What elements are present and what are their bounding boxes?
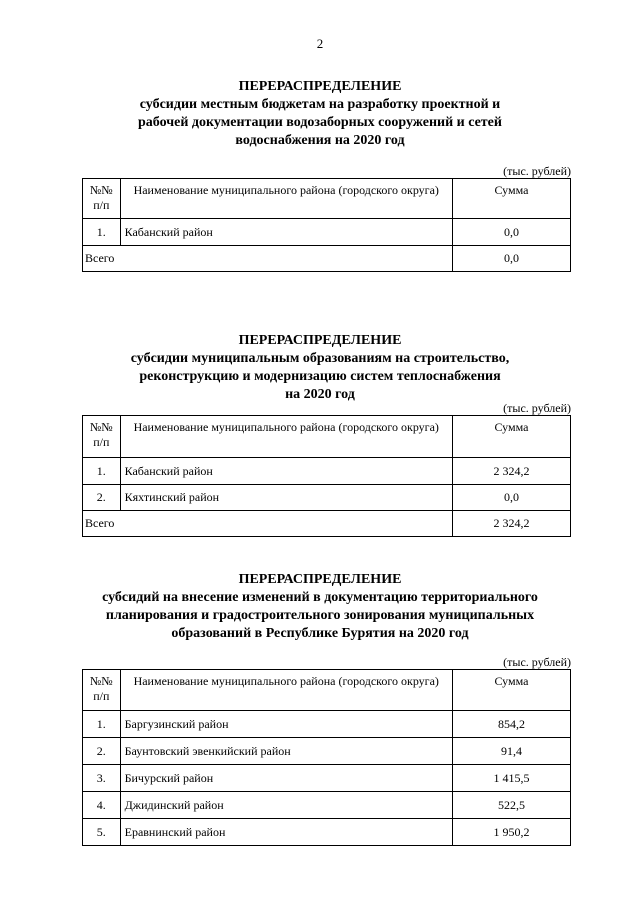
- row-number: 4.: [83, 792, 121, 819]
- data-table: [82, 178, 571, 272]
- district-name: Джидинский район: [120, 792, 452, 819]
- row-number: 1.: [83, 458, 121, 485]
- table-row: [83, 458, 571, 485]
- amount: 0,0: [452, 219, 570, 246]
- column-header-name: Наименование муниципального района (городского округа): [120, 416, 452, 458]
- amount: 0,0: [452, 485, 570, 511]
- row-number: 3.: [83, 765, 121, 792]
- section-subtitle-line: субсидий на внесение изменений в документацию территориального: [102, 590, 538, 605]
- total-amount: 0,0: [452, 246, 570, 272]
- total-row: [83, 246, 571, 272]
- total-amount: 2 324,2: [452, 511, 570, 537]
- column-header-num: №№ п/п: [83, 179, 121, 219]
- unit-label: (тыс. рублей): [503, 655, 571, 669]
- district-name: Кяхтинский район: [120, 485, 452, 511]
- total-label: Всего: [83, 246, 453, 272]
- amount: 1 415,5: [452, 765, 570, 792]
- total-row: [83, 511, 571, 537]
- section-subtitle-line: планирования и градостроительного зонирования муниципальных: [105, 608, 535, 623]
- data-table: [82, 669, 571, 846]
- page-number: 2: [316, 36, 324, 51]
- row-number: 1.: [83, 711, 121, 738]
- table-row: [83, 485, 571, 511]
- row-number: 2.: [83, 485, 121, 511]
- section-subtitle-line: субсидии местным бюджетам на разработку проектной и: [139, 97, 501, 112]
- section-subtitle-line: водоснабжения на 2020 год: [235, 133, 405, 148]
- section-heading: ПЕРЕРАСПРЕДЕЛЕНИЕ: [238, 79, 402, 94]
- table-header-row: [83, 670, 571, 711]
- column-header-num: №№ п/п: [83, 670, 121, 711]
- table-row: [83, 738, 571, 765]
- column-header-sum: Сумма: [452, 179, 570, 219]
- total-label: Всего: [83, 511, 453, 537]
- table-header-row: [83, 416, 571, 458]
- table-row: [83, 765, 571, 792]
- table-header-row: [83, 179, 571, 219]
- section-heading: ПЕРЕРАСПРЕДЕЛЕНИЕ: [238, 333, 402, 348]
- row-number: 5.: [83, 819, 121, 846]
- district-name: Кабанский район: [120, 219, 452, 246]
- row-number: 2.: [83, 738, 121, 765]
- table-row: [83, 711, 571, 738]
- district-name: Баунтовский эвенкийский район: [120, 738, 452, 765]
- column-header-num: №№ п/п: [83, 416, 121, 458]
- section-territorial-planning: [0, 571, 640, 643]
- column-header-name: Наименование муниципального района (городского округа): [120, 179, 452, 219]
- district-name: Еравнинский район: [120, 819, 452, 846]
- amount: 2 324,2: [452, 458, 570, 485]
- section-subtitle-line: образований в Республике Бурятия на 2020 год: [171, 626, 469, 641]
- unit-label: (тыс. рублей): [503, 401, 571, 415]
- amount: 522,5: [452, 792, 570, 819]
- section-heading: ПЕРЕРАСПРЕДЕЛЕНИЕ: [238, 572, 402, 587]
- table-row: [83, 819, 571, 846]
- district-name: Кабанский район: [120, 458, 452, 485]
- row-number: 1.: [83, 219, 121, 246]
- amount: 91,4: [452, 738, 570, 765]
- district-name: Баргузинский район: [120, 711, 452, 738]
- column-header-name: Наименование муниципального района (городского округа): [120, 670, 452, 711]
- table-row: [83, 792, 571, 819]
- section-subtitle-line: субсидии муниципальным образованиям на строительство,: [130, 351, 510, 366]
- unit-label: (тыс. рублей): [503, 164, 571, 178]
- amount: 854,2: [452, 711, 570, 738]
- column-header-sum: Сумма: [452, 670, 570, 711]
- section-subtitle-line: реконструкцию и модернизацию систем теплоснабжения: [139, 369, 501, 384]
- data-table: [82, 415, 571, 537]
- column-header-sum: Сумма: [452, 416, 570, 458]
- table-row: [83, 219, 571, 246]
- amount: 1 950,2: [452, 819, 570, 846]
- district-name: Бичурский район: [120, 765, 452, 792]
- section-subtitle-line: на 2020 год: [285, 387, 355, 402]
- section-subtitle-line: рабочей документации водозаборных сооружений и сетей: [138, 115, 502, 130]
- section-water-supply: [0, 78, 640, 150]
- section-heat-supply: [0, 332, 640, 404]
